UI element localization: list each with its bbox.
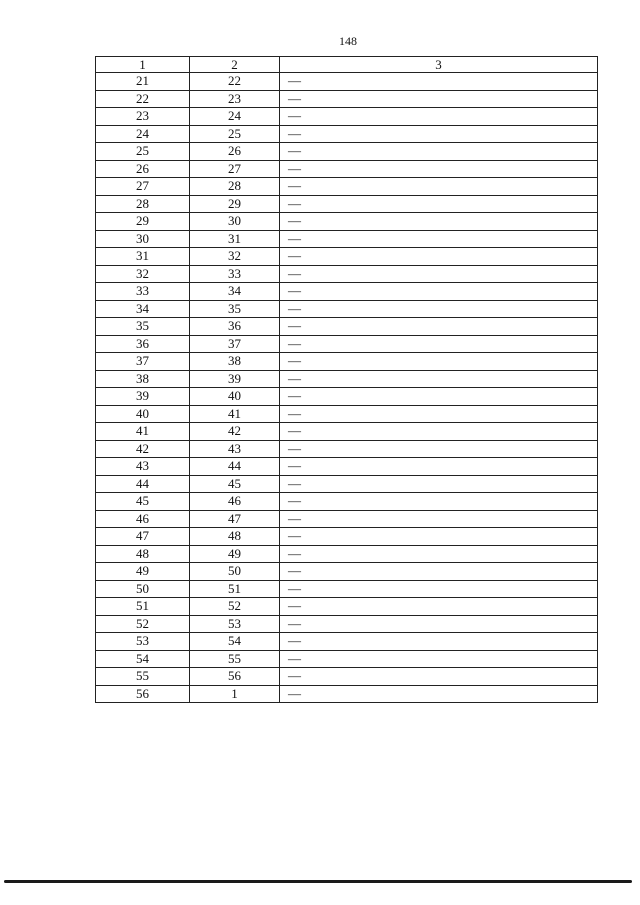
cell-col-2: 48 [190,528,280,546]
cell-col-1: 21 [96,73,190,91]
cell-col-3 [280,300,598,318]
cell-col-2: 39 [190,370,280,388]
cell-col-3 [280,580,598,598]
cell-col-2: 47 [190,510,280,528]
cell-col-2: 44 [190,458,280,476]
table-row [96,580,598,598]
bottom-rule [4,880,632,883]
cell-col-1: 51 [96,598,190,616]
table-row [96,90,598,108]
table-row [96,335,598,353]
table-row [96,405,598,423]
cell-col-3 [280,563,598,581]
table-row [96,685,598,703]
dash-mark: — [288,423,301,438]
cell-col-2: 51 [190,580,280,598]
cell-col-2: 31 [190,230,280,248]
cell-col-1: 25 [96,143,190,161]
cell-col-1: 26 [96,160,190,178]
table-row [96,633,598,651]
table-row [96,300,598,318]
cell-col-2: 52 [190,598,280,616]
cell-col-3 [280,230,598,248]
table-row [96,125,598,143]
cell-col-2: 49 [190,545,280,563]
cell-col-1: 24 [96,125,190,143]
dash-mark: — [288,300,301,316]
cell-col-2: 43 [190,440,280,458]
cell-col-1: 36 [96,335,190,353]
cell-col-1: 49 [96,563,190,581]
dash-mark: — [288,405,301,421]
table-row [96,178,598,196]
cell-col-1: 54 [96,650,190,668]
dash-mark: — [288,195,301,211]
dash-mark: — [288,528,301,543]
dash-mark: — [288,580,301,596]
dash-mark: — [288,440,301,456]
dash-mark: — [288,563,301,578]
table-row [96,493,598,511]
cell-col-1: 35 [96,318,190,336]
table-row [96,563,598,581]
table-body [96,73,598,703]
cell-col-2: 1 [190,685,280,703]
cell-col-1: 45 [96,493,190,511]
cell-col-2: 29 [190,195,280,213]
cell-col-3 [280,90,598,108]
cell-col-3 [280,633,598,651]
cell-col-3 [280,353,598,371]
cell-col-1: 56 [96,685,190,703]
cell-col-2: 55 [190,650,280,668]
cell-col-1: 31 [96,248,190,266]
table-row [96,545,598,563]
table-row [96,598,598,616]
cell-col-3 [280,370,598,388]
cell-col-1: 37 [96,353,190,371]
cell-col-3 [280,73,598,91]
cell-col-3 [280,160,598,178]
cell-col-2: 26 [190,143,280,161]
cell-col-1: 47 [96,528,190,546]
cell-col-3 [280,283,598,301]
cell-col-3 [280,510,598,528]
table-row [96,213,598,231]
cell-col-2: 25 [190,125,280,143]
table-row [96,108,598,126]
dash-mark: — [288,265,301,281]
cell-col-2: 30 [190,213,280,231]
table-row [96,615,598,633]
cell-col-2: 53 [190,615,280,633]
dash-mark: — [288,475,301,491]
table-row [96,510,598,528]
dash-mark: — [288,73,301,88]
column-header-1: 1 [96,57,190,73]
cell-col-2: 50 [190,563,280,581]
cell-col-1: 48 [96,545,190,563]
cell-col-2: 22 [190,73,280,91]
cell-col-3 [280,528,598,546]
table-row [96,388,598,406]
column-header-3: 3 [280,57,598,73]
dash-mark: — [288,545,301,561]
cell-col-1: 28 [96,195,190,213]
dash-mark: — [288,615,301,631]
table-row [96,528,598,546]
cell-col-2: 36 [190,318,280,336]
cell-col-3 [280,458,598,476]
cell-col-2: 33 [190,265,280,283]
dash-mark: — [288,335,301,351]
dash-mark: — [288,283,301,298]
table-row [96,458,598,476]
dash-mark: — [288,213,301,228]
cell-col-3 [280,143,598,161]
cell-col-2: 32 [190,248,280,266]
dash-mark: — [288,633,301,648]
cell-col-1: 40 [96,405,190,423]
cell-col-3 [280,318,598,336]
cell-col-2: 40 [190,388,280,406]
dash-mark: — [288,510,301,526]
cell-col-3 [280,335,598,353]
table-row [96,370,598,388]
table-row [96,283,598,301]
data-table [95,56,598,703]
cell-col-3 [280,405,598,423]
table-row [96,668,598,686]
dash-mark: — [288,248,301,263]
cell-col-1: 29 [96,213,190,231]
table-row [96,195,598,213]
dash-mark: — [288,230,301,246]
cell-col-1: 46 [96,510,190,528]
table-row [96,440,598,458]
cell-col-1: 22 [96,90,190,108]
cell-col-2: 24 [190,108,280,126]
cell-col-3 [280,125,598,143]
dash-mark: — [288,598,301,613]
table-row [96,650,598,668]
cell-col-3 [280,423,598,441]
dash-mark: — [288,318,301,333]
cell-col-3 [280,475,598,493]
dash-mark: — [288,668,301,683]
cell-col-3 [280,108,598,126]
cell-col-3 [280,685,598,703]
dash-mark: — [288,685,301,701]
table-row [96,248,598,266]
cell-col-2: 34 [190,283,280,301]
table-row [96,265,598,283]
dash-mark: — [288,388,301,403]
table-row [96,73,598,91]
table-row [96,230,598,248]
dash-mark: — [288,650,301,666]
cell-col-3 [280,178,598,196]
cell-col-2: 23 [190,90,280,108]
cell-col-1: 33 [96,283,190,301]
cell-col-2: 45 [190,475,280,493]
cell-col-2: 27 [190,160,280,178]
cell-col-1: 32 [96,265,190,283]
cell-col-3 [280,440,598,458]
table-row [96,353,598,371]
cell-col-1: 44 [96,475,190,493]
cell-col-1: 34 [96,300,190,318]
cell-col-2: 46 [190,493,280,511]
cell-col-1: 50 [96,580,190,598]
cell-col-3 [280,195,598,213]
cell-col-1: 43 [96,458,190,476]
cell-col-2: 56 [190,668,280,686]
cell-col-1: 53 [96,633,190,651]
table-row [96,143,598,161]
cell-col-1: 23 [96,108,190,126]
cell-col-3 [280,545,598,563]
dash-mark: — [288,458,301,473]
cell-col-3 [280,598,598,616]
cell-col-2: 54 [190,633,280,651]
cell-col-3 [280,615,598,633]
cell-col-3 [280,213,598,231]
cell-col-3 [280,493,598,511]
cell-col-1: 42 [96,440,190,458]
dash-mark: — [288,178,301,193]
cell-col-1: 41 [96,423,190,441]
cell-col-1: 39 [96,388,190,406]
table-header [96,57,598,73]
cell-col-2: 35 [190,300,280,318]
cell-col-3 [280,668,598,686]
dash-mark: — [288,108,301,123]
table-row [96,475,598,493]
cell-col-1: 55 [96,668,190,686]
dash-mark: — [288,493,301,508]
cell-col-3 [280,388,598,406]
cell-col-1: 52 [96,615,190,633]
cell-col-2: 37 [190,335,280,353]
header-row [96,57,598,73]
dash-mark: — [288,160,301,176]
dash-mark: — [288,125,301,141]
cell-col-2: 38 [190,353,280,371]
cell-col-3 [280,248,598,266]
cell-col-2: 28 [190,178,280,196]
column-header-2: 2 [190,57,280,73]
cell-col-1: 38 [96,370,190,388]
table-row [96,423,598,441]
table-row [96,160,598,178]
page-number: 148 [339,34,357,48]
cell-col-3 [280,650,598,668]
cell-col-2: 42 [190,423,280,441]
table-row [96,318,598,336]
dash-mark: — [288,143,301,158]
dash-mark: — [288,90,301,106]
dash-mark: — [288,353,301,368]
cell-col-1: 27 [96,178,190,196]
cell-col-1: 30 [96,230,190,248]
cell-col-2: 41 [190,405,280,423]
cell-col-3 [280,265,598,283]
dash-mark: — [288,370,301,386]
